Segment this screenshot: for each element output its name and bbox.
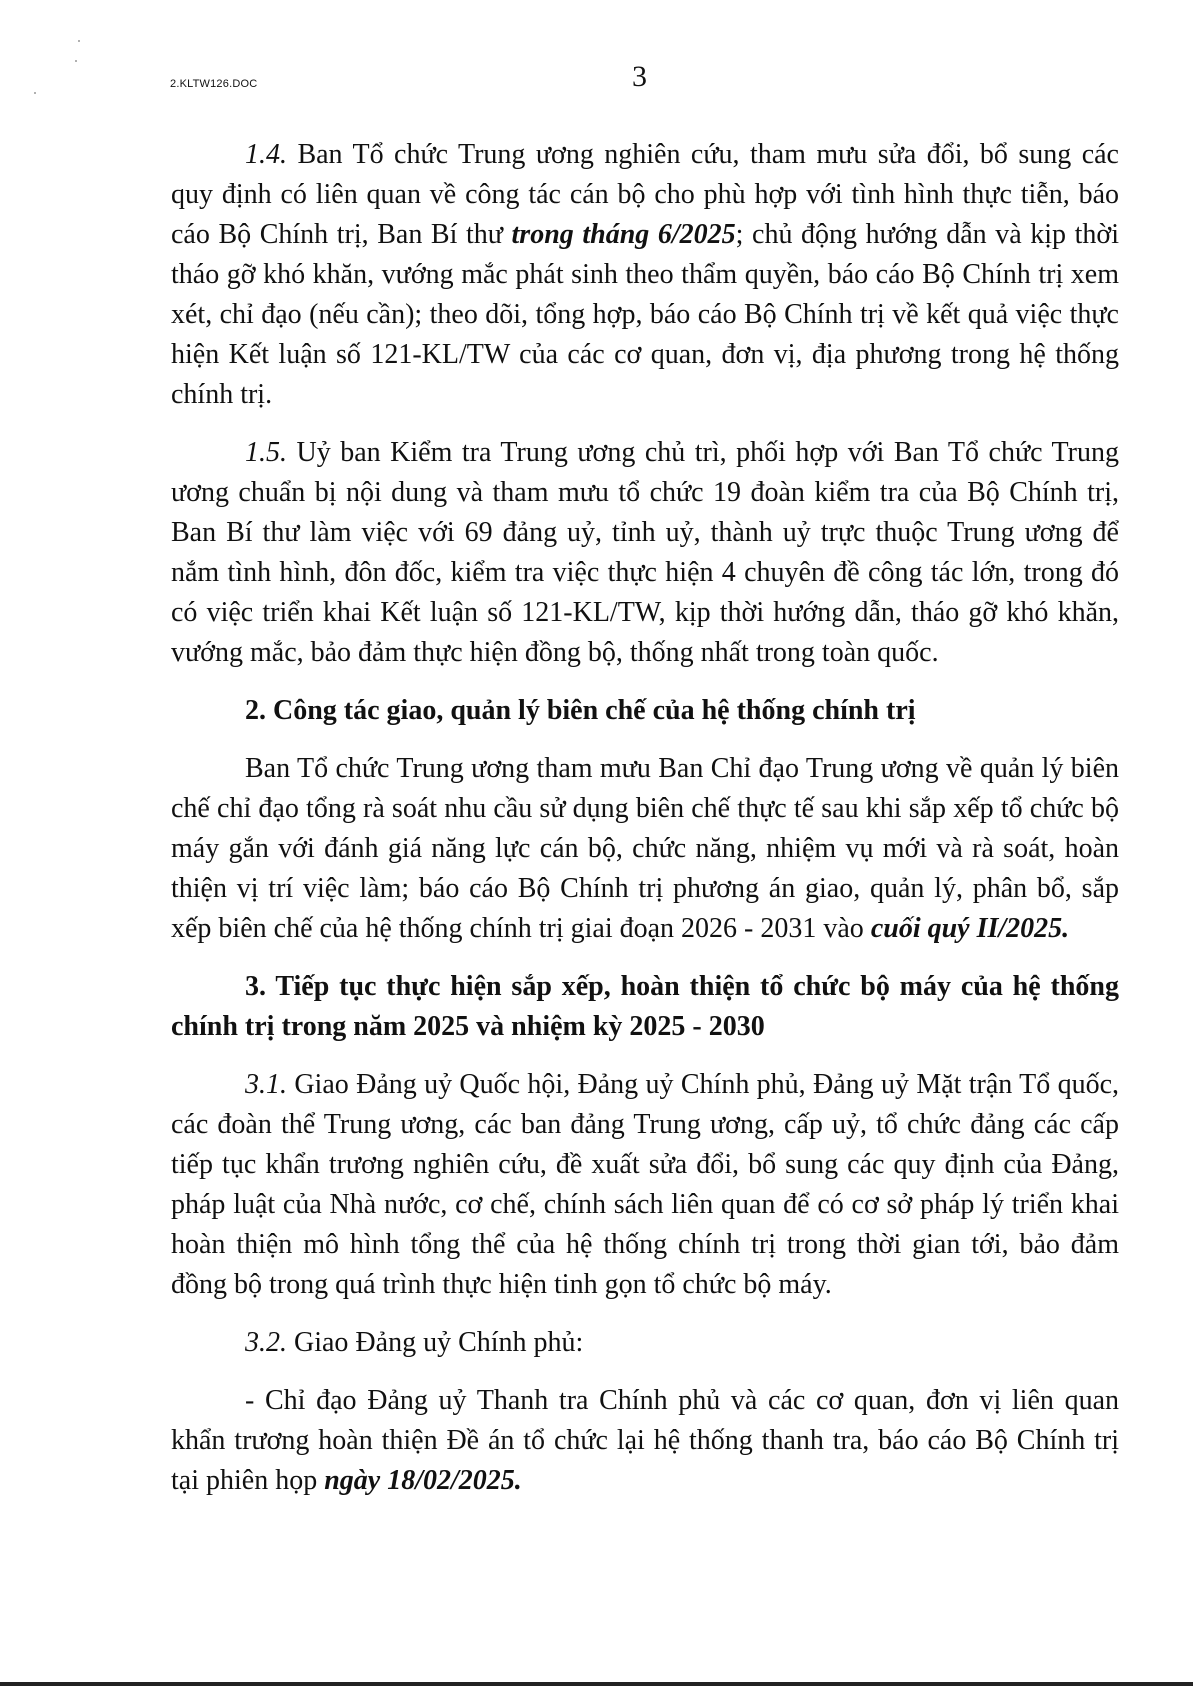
- paragraph-3-2-bullet: [171, 1381, 1119, 1501]
- paragraph-text: Giao Đảng uỷ Quốc hội, Đảng uỷ Chính phủ, Đảng uỷ Mặt trận Tổ quốc, các đoàn thể Trung ương, các ban đảng Trung ương, cấp uỷ, tổ chức đảng các cấp tiếp tục khẩn trương nghiên cứu, đề xuất sửa đổi, bổ sung các quy định của Đảng, pháp luật của Nhà nước, cơ chế, chính sách liên quan để có cơ sở pháp lý triển khai hoàn thiện mô hình tổng thể của hệ thống chính trị trong thời gian tới, bảo đảm đồng bộ trong quá trình thực hiện tinh gọn tổ chức bộ máy.: [171, 1069, 1119, 1300]
- paragraph-text: Uỷ ban Kiểm tra Trung ương chủ trì, phối hợp với Ban Tổ chức Trung ương chuẩn bị nội dung và tham mưu tổ chức 19 đoàn kiểm tra của Bộ Chính trị, Ban Bí thư làm việc với 69 đảng uỷ, tỉnh uỷ, thành uỷ trực thuộc Trung ương để nắm tình hình, đôn đốc, kiểm tra việc thực hiện 4 chuyên đề công tác lớn, trong đó có việc triển khai Kết luận số 121-KL/TW, kịp thời hướng dẫn, tháo gỡ khó khăn, vướng mắc, bảo đảm thực hiện đồng bộ, thống nhất trong toàn quốc.: [171, 437, 1119, 668]
- paragraph-1-4: [171, 135, 1119, 415]
- page-number: 3: [632, 60, 647, 93]
- paragraph-text: Ban Tổ chức Trung ương tham mưu Ban Chỉ đạo Trung ương về quản lý biên chế chỉ đạo tổng rà soát nhu cầu sử dụng biên chế thực tế sau khi sắp xếp tổ chức bộ máy gắn với đánh giá năng lực cán bộ, chức năng, nhiệm vụ mới và rà soát, hoàn thiện vị trí việc làm; báo cáo Bộ Chính trị phương án giao, quản lý, phân bổ, sắp xếp biên chế của hệ thống chính trị giai đoạn 2026 - 2031 vào: [171, 753, 1119, 944]
- scan-speck: [34, 92, 36, 94]
- document-body: [171, 135, 1119, 1517]
- paragraph-text: Giao Đảng uỷ Chính phủ:: [287, 1327, 584, 1358]
- paragraph-text: - Chỉ đạo Đảng uỷ Thanh tra Chính phủ và các cơ quan, đơn vị liên quan khẩn trương hoàn thiện Đề án tổ chức lại hệ thống thanh tra, báo cáo Bộ Chính trị tại phiên họp: [171, 1385, 1119, 1496]
- paragraph-text: Ban Tổ chức Trung ương nghiên cứu, tham mưu sửa đổi, bổ sung các quy định có liên quan về công tác cán bộ cho phù hợp với tình hình thực tiễn, báo cáo Bộ Chính trị, Ban Bí thư: [171, 139, 1119, 250]
- scan-speck: [78, 40, 80, 42]
- paragraph-2: [171, 749, 1119, 949]
- scan-speck: [75, 60, 77, 62]
- scan-bottom-edge: [0, 1682, 1193, 1686]
- paragraph-text: ; chủ động hướng dẫn và kịp thời tháo gỡ khó khăn, vướng mắc phát sinh theo thẩm quyền, báo cáo Bộ Chính trị xem xét, chỉ đạo (nếu cần); theo dõi, tổng hợp, báo cáo Bộ Chính trị về kết quả việc thực hiện Kết luận số 121-KL/TW của các cơ quan, đơn vị, địa phương trong hệ thống chính trị.: [171, 219, 1119, 410]
- section-number: 3.2.: [245, 1327, 287, 1358]
- deadline-emphasis: cuối quý II/2025.: [870, 913, 1070, 944]
- paragraph-1-5: [171, 433, 1119, 673]
- deadline-emphasis: trong tháng 6/2025: [511, 219, 736, 250]
- paragraph-3-1: [171, 1065, 1119, 1305]
- document-code: 2.KLTW126.DOC: [170, 78, 258, 90]
- section-number: 1.5.: [245, 437, 287, 468]
- section-number: 1.4.: [245, 139, 287, 170]
- section-heading-3: 3. Tiếp tục thực hiện sắp xếp, hoàn thiện tổ chức bộ máy của hệ thống chính trị trong năm 2025 và nhiệm kỳ 2025 - 2030: [171, 971, 1119, 1042]
- section-heading-2: 2. Công tác giao, quản lý biên chế của hệ thống chính trị: [245, 695, 916, 726]
- section-number: 3.1.: [245, 1069, 287, 1100]
- deadline-emphasis: ngày 18/02/2025.: [324, 1465, 522, 1496]
- paragraph-3-2: [171, 1323, 1119, 1363]
